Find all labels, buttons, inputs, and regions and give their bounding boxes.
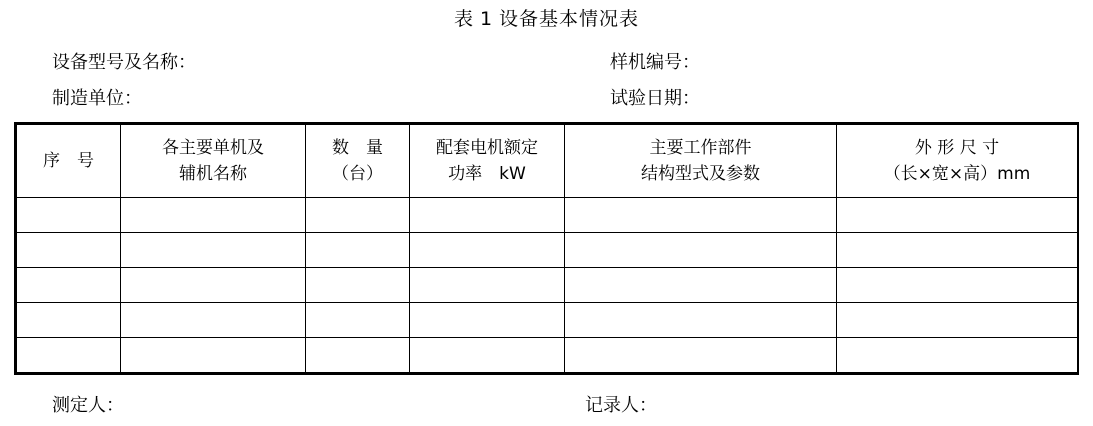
table-header-cell-4 — [565, 125, 837, 198]
table-cell[interactable] — [121, 198, 306, 233]
table-row — [17, 303, 1078, 338]
table-cell[interactable] — [306, 233, 410, 268]
header-line-2: 结构型式及参数 — [641, 164, 760, 184]
manufacturer-label: 制造单位： — [52, 88, 142, 109]
table-cell[interactable] — [17, 198, 121, 233]
measurer-label: 测定人： — [52, 395, 124, 416]
table-cell[interactable] — [837, 268, 1078, 303]
header-line-2: 辅机名称 — [179, 164, 247, 184]
header-line-2: （台） — [332, 164, 383, 184]
table-cell[interactable] — [306, 303, 410, 338]
title-text: 设备基本情况表 — [499, 8, 640, 30]
table-row — [17, 268, 1078, 303]
table-row — [17, 338, 1078, 373]
header-line-1: 各主要单机及 — [162, 138, 264, 158]
table-cell[interactable] — [410, 268, 565, 303]
title-number: 1 — [479, 8, 494, 30]
table-cell[interactable] — [306, 268, 410, 303]
header-line-1: 数 量 — [332, 138, 383, 158]
test-date-label: 试验日期： — [610, 88, 700, 109]
table-header-cell-5 — [837, 125, 1078, 198]
header-line-2: 功率 kW — [448, 164, 526, 184]
table-cell[interactable] — [565, 198, 837, 233]
table-cell[interactable] — [565, 233, 837, 268]
table-header-cell-1 — [121, 125, 306, 198]
table-cell[interactable] — [121, 233, 306, 268]
table-cell[interactable] — [121, 338, 306, 373]
sample-no-label: 样机编号： — [610, 52, 700, 73]
page-title — [0, 0, 1093, 32]
meta-row-second — [0, 84, 1093, 114]
table-cell[interactable] — [121, 268, 306, 303]
title-prefix: 表 — [453, 8, 474, 30]
table-cell[interactable] — [17, 268, 121, 303]
table-header-cell-0 — [17, 125, 121, 198]
footer-row — [0, 391, 1093, 421]
table-header-cell-3 — [410, 125, 565, 198]
header-line-2: （长×宽×高）mm — [883, 164, 1031, 184]
table-cell[interactable] — [410, 303, 565, 338]
header-line-1: 序 号 — [43, 151, 94, 171]
table-cell[interactable] — [17, 303, 121, 338]
header-line-1: 配套电机额定 — [436, 138, 538, 158]
header-line-1: 外 形 尺 寸 — [914, 138, 1000, 158]
header-line-1: 主要工作部件 — [649, 138, 752, 158]
table-cell[interactable] — [410, 198, 565, 233]
table-cell[interactable] — [306, 338, 410, 373]
table-row — [17, 233, 1078, 268]
table-cell[interactable] — [565, 268, 837, 303]
table-cell[interactable] — [565, 303, 837, 338]
recorder-label: 记录人： — [585, 395, 657, 416]
table-cell[interactable] — [410, 338, 565, 373]
table-row — [17, 198, 1078, 233]
table-header-cell-2 — [306, 125, 410, 198]
table-cell[interactable] — [837, 338, 1078, 373]
table-cell[interactable] — [837, 233, 1078, 268]
table-cell[interactable] — [410, 233, 565, 268]
table-cell[interactable] — [565, 338, 837, 373]
table-cell[interactable] — [306, 198, 410, 233]
equipment-table-wrapper — [14, 122, 1079, 375]
meta-row-top — [0, 48, 1093, 78]
table-cell[interactable] — [837, 303, 1078, 338]
table-header-row — [17, 125, 1078, 198]
table-cell[interactable] — [121, 303, 306, 338]
table-cell[interactable] — [837, 198, 1078, 233]
model-name-label: 设备型号及名称： — [52, 52, 196, 73]
table-cell[interactable] — [17, 338, 121, 373]
table-cell[interactable] — [17, 233, 121, 268]
equipment-table — [16, 124, 1078, 373]
